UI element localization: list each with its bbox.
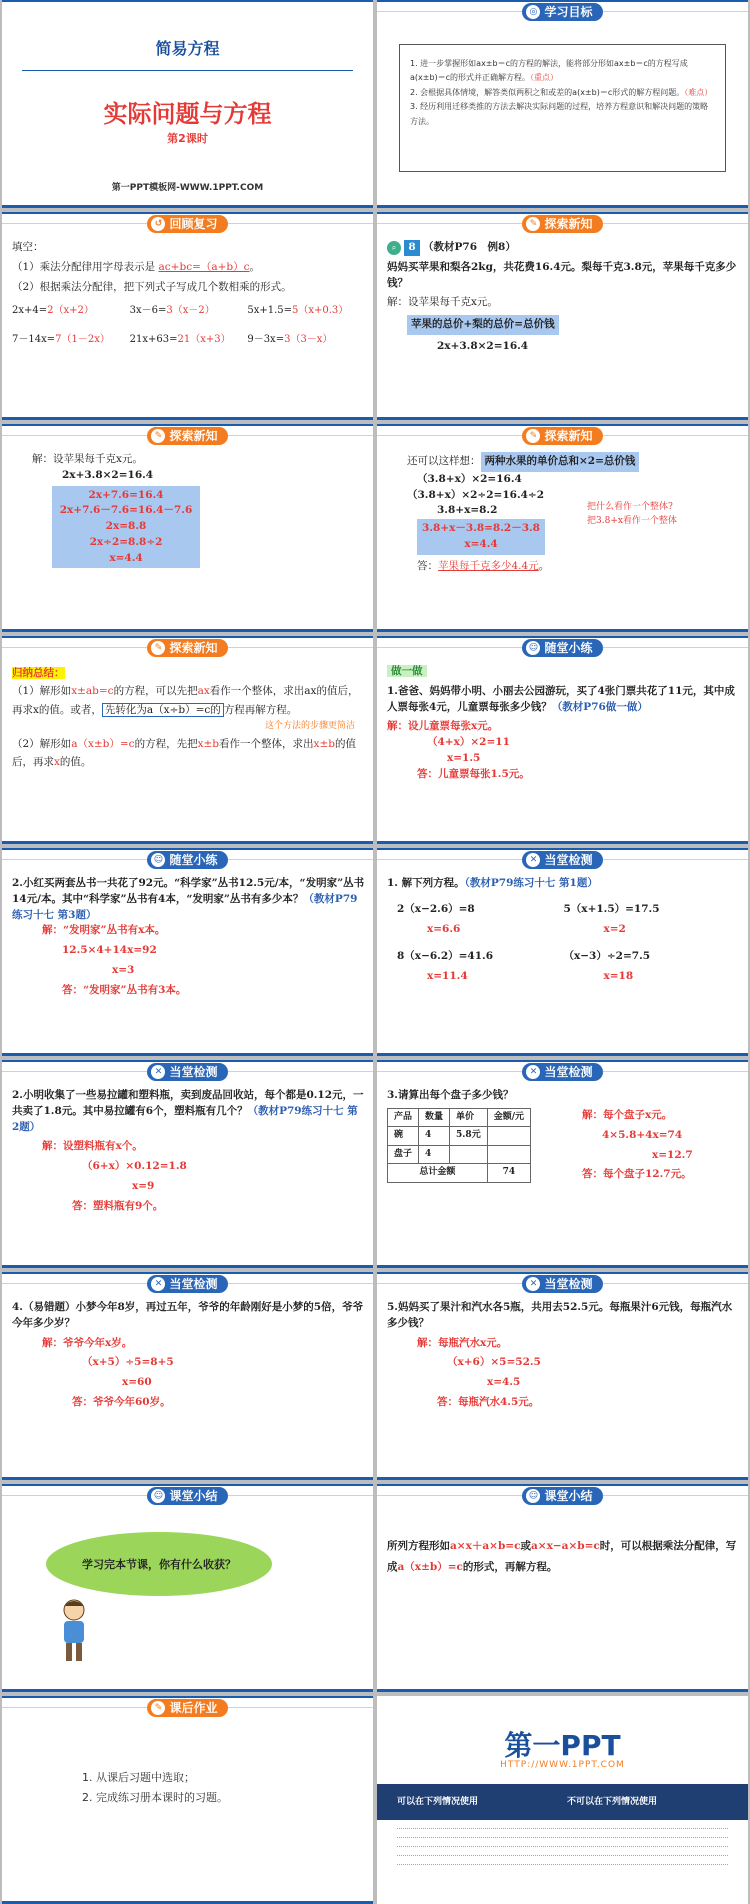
explore-icon: ✎ — [151, 429, 165, 443]
annotation: 把什么看作一个整体? 把3.8+x看作一个整体 — [587, 502, 677, 526]
robot-icon: ☺ — [151, 1489, 165, 1503]
slide-test5: ✕ 当堂检测 5.妈妈买了果汁和汽水各5瓶，共用去52.5元。每瓶果汁6元钱，每瓶汽水多少钱？ 解：每瓶汽水x元。 （x+6）×5=52.5 x=4.5 答：每瓶汽水4.5元。 — [377, 1272, 748, 1480]
tools-icon: ✕ — [151, 1277, 165, 1291]
slide-test4: ✕ 当堂检测 4.（易错题）小梦今年8岁，再过五年，爷爷的年龄刚好是小梦的5倍，爷爷今年多少岁？ 解：爷爷今年x岁。 （x+5）÷5=8+5 x=60 答：爷爷今年60岁。 — [2, 1272, 373, 1480]
section-header: ✕ 当堂检测 — [147, 1275, 227, 1293]
example-badge: 8 — [404, 240, 419, 256]
student-figure — [54, 1596, 94, 1666]
homework-item: 2. 完成练习册本课时的习题。 — [82, 1790, 228, 1804]
slide-test3: ✕ 当堂检测 3.请算出每个盘子多少钱？ 产品 数量 单价 金额/元 碗 4 5.8元 盘子 4 总计金额 74 解：每个盘子x元。 4×5.8+4x=74 x=12.7 答：每个盘子12.7元。 — [377, 1060, 748, 1268]
section-header: ☺ 随堂小练 — [147, 851, 227, 869]
explore-icon: ✎ — [151, 641, 165, 655]
review-icon: ↺ — [151, 217, 165, 231]
goal-1: 1. 进一步掌握形如ax±b＝c的方程的解法，能将部分形如ax±b＝c的方程写成a(x±b)＝c的形式并正确解方程。 — [410, 59, 688, 83]
slide-title — [2, 0, 373, 208]
goals-box: 1. 进一步掌握形如ax±b＝c的方程的解法，能将部分形如ax±b＝c的方程写成a(x±b)＝c的形式并正确解方程。（重点） 2. 会根据具体情境，解答类似两积之和或差的a(x±b)＝c形式的解方程问题。（难点） 3. 经历利用迁移类推的方法去解决实际问题的过程，培养方程意识和解决问题的策略方法。 — [399, 44, 726, 172]
slide-credits: 第一PPT HTTP://WWW.1PPT.COM 可以在下列情况使用 不可以在下列情况使用 — [377, 1696, 748, 1904]
slide-solve1: ✎ 探索新知 解：设苹果每千克x元。 2x+3.8×2=16.4 2x+7.6=16.4 2x+7.6－7.6=16.4－7.6 2x=8.8 2x÷2=8.8÷2 x=4.4 — [2, 424, 373, 632]
goal-2: 2. 会根据具体情境，解答类似两积之和或差的a(x±b)＝c形式的解方程问题。 — [410, 87, 685, 97]
tools-icon: ✕ — [151, 1065, 165, 1079]
section-header: ✎ 探索新知 — [147, 639, 227, 657]
main-title: 实际问题与方程 — [103, 100, 272, 128]
answer: ac+bc=（a+b）c — [158, 260, 250, 273]
slide-practice2: ☺ 随堂小练 2.小红买两套丛书一共花了92元。“科学家”丛书12.5元/本，“发明家”丛书14元/本。其中“科学家”丛书有4本，“发明家”丛书有多少本？（教材P79练习十七 第3题） 解：“发明家”丛书有x本。 12.5×4+14x=92 x=3 答：“发明家”丛书有3本。 — [2, 848, 373, 1056]
section-header: ✎ 探索新知 — [147, 427, 227, 445]
slide-practice1: ☺ 随堂小练 做一做 1.爸爸、妈妈带小明、小丽去公园游玩，买了4张门票共花了11元，其中成人票每张4元，儿童票每张多少钱？（教材P76做一做） 解：设儿童票每张x元。 （4+x）×2=11 x=1.5 答：儿童票每张1.5元。 — [377, 636, 748, 844]
price-table: 产品 数量 单价 金额/元 碗 4 5.8元 盘子 4 总计金额 74 — [387, 1108, 531, 1183]
logo: 第一PPT — [504, 1729, 621, 1762]
section-header: ✕ 当堂检测 — [522, 851, 602, 869]
tools-icon: ✕ — [526, 853, 540, 867]
thought-cloud — [46, 1532, 272, 1596]
section-header: ☺ 随堂小练 — [522, 639, 602, 657]
tools-icon: ✕ — [526, 1277, 540, 1291]
slide-test2: ✕ 当堂检测 2.小明收集了一些易拉罐和塑料瓶，卖到废品回收站，每个都是0.12元，一共卖了1.8元。其中易拉罐有6个，塑料瓶有几个？（教材P79练习十七 第2题） 解：设塑料瓶有x个。 （6+x）×0.12=1.8 x=9 答：塑料瓶有9个。 — [2, 1060, 373, 1268]
slide-goals — [377, 0, 748, 208]
section-header: ✎ 课后作业 — [147, 1699, 227, 1717]
slide-recap — [2, 1484, 373, 1692]
explore-icon: ✎ — [526, 217, 540, 231]
slide-homework — [2, 1696, 373, 1904]
magnifier-icon: ⌕ — [387, 241, 401, 255]
section-header: ✕ 当堂检测 — [522, 1063, 602, 1081]
tools-icon: ✕ — [526, 1065, 540, 1079]
logo-url: HTTP://WWW.1PPT.COM — [500, 1760, 625, 1770]
section-header: ✎ 探索新知 — [522, 215, 602, 233]
section-header: ✕ 当堂检测 — [522, 1275, 602, 1293]
slide-summary-rule: ✎ 探索新知 归纳总结： （1）解形如x±ab=c的方程，可以先把ax看作一个整体，求出ax的值后，再求x的值。或者， 先转化为a（x÷b）=c的 方程再解方程。 这个方法的步骤更简洁 （2）解形如a（x±b）=c的方程，先把x±b看作一个整体，求出x±b的值后，再求x的值。 — [2, 636, 373, 844]
section-header: ↺ 回顾复习 — [147, 215, 227, 233]
homework-icon: ✎ — [151, 1701, 165, 1715]
slide-solve2: ✎ 探索新知 还可以这样想： 两种水果的单价总和×2=总价钱 （3.8+x）×2=16.4 （3.8+x）×2÷2=16.4÷2 3.8+x=8.2 3.8+x－3.8=8.2－3.8 x=4.4 答：苹果每千克多少4.4元。 把什么看作一个整体? 把3.8+x看作一个整体 — [377, 424, 748, 632]
slide-example8: ✎ 探索新知 ⌕ 8 （教材P76 例8） 妈妈买苹果和梨各2kg，共花费16.4元。梨每千克3.8元，苹果每千克多少钱？ 解：设苹果每千克x元。 苹果的总价+梨的总价=总价钱 2x+3.8×2=16.4 — [377, 212, 748, 420]
slide-test1: ✕ 当堂检测 1. 解下列方程。（教材P79练习十七 第1题） 2（x−2.6）=8 5（x+1.5）=17.5 x=6.6 x=2 8（x−6.2）=41.6 （x−3）÷2=7.5 x=11.4 x=18 — [377, 848, 748, 1056]
section-header: ✕ 当堂检测 — [147, 1063, 227, 1081]
section-header: ☺ 课堂小结 — [522, 1487, 602, 1505]
section-header: ☺ 课堂小结 — [147, 1487, 227, 1505]
section-header: ◎ 学习目标 — [522, 3, 602, 21]
slide-recap-rule: ☺ 课堂小结 所列方程形如a×x＋a×b=c或a×x−a×b=c时，可以根据乘法分配律，写成a（x±b）=c的形式，再解方程。 — [377, 1484, 748, 1692]
slide-review: ↺ 回顾复习 填空： （1）乘法分配律用字母表示是 ac+bc=（a+b）c。 （2）根据乘法分配律，把下列式子写成几个数相乘的形式。 2x+4=2（x+2） 3x－6=3（x－2） 5x+1.5=5（x+0.3） 7－14x=7（1－2x） 21x+63=21（x+3） 9－3x=3（3－x） — [2, 212, 373, 420]
explore-icon: ✎ — [526, 429, 540, 443]
robot-icon: ☺ — [151, 853, 165, 867]
robot-icon: ☺ — [526, 1489, 540, 1503]
unit-label: 简易方程 — [155, 39, 220, 58]
robot-icon: ☺ — [526, 641, 540, 655]
intro-text: 填空： — [12, 241, 44, 253]
cloud-text: 学习完本节课，你有什么收获？ — [82, 1558, 236, 1571]
lesson-label: 第2课时 — [167, 132, 208, 145]
homework-item: 1. 从课后习题中选取； — [82, 1771, 195, 1784]
goal-3: 3. 经历利用迁移类推的方法去解决实际问题的过程，培养方程意识和解决问题的策略方法。 — [410, 102, 709, 126]
section-header: ✎ 探索新知 — [522, 427, 602, 445]
target-icon: ◎ — [526, 5, 540, 19]
site-label: 第一PPT模板网-WWW.1PPT.COM — [111, 183, 264, 193]
